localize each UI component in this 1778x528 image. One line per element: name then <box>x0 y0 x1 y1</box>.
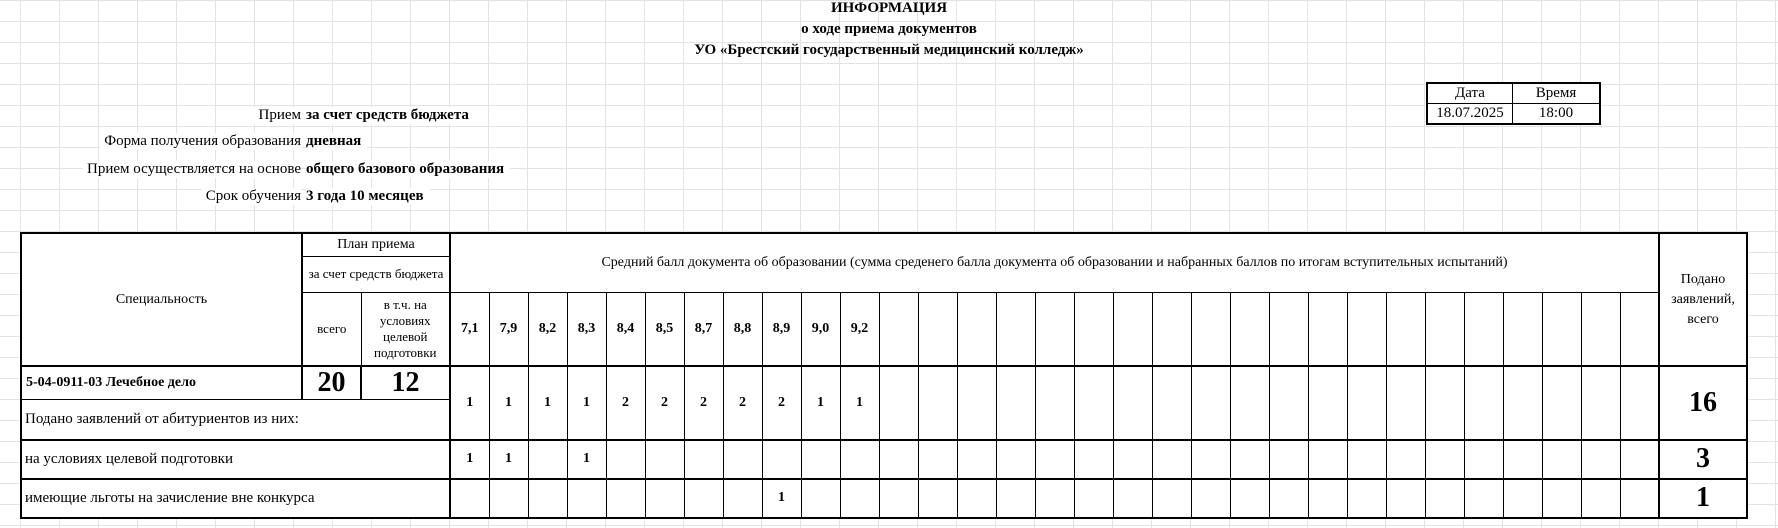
score-count-cell <box>1503 479 1542 518</box>
score-count-cell <box>1503 366 1542 440</box>
score-count-cell <box>1074 440 1113 479</box>
score-count-cell <box>1035 366 1074 440</box>
score-column-header <box>1347 292 1386 366</box>
score-count-cell <box>1542 479 1581 518</box>
score-count-cell <box>1113 479 1152 518</box>
score-count-cell <box>918 366 957 440</box>
info-label-admission: Прием <box>254 107 301 124</box>
score-count-cell <box>801 479 840 518</box>
score-count-cell <box>528 479 567 518</box>
date-label: Дата <box>1427 83 1513 104</box>
score-column-header <box>1386 292 1425 366</box>
score-count-cell <box>996 479 1035 518</box>
score-column-header <box>1074 292 1113 366</box>
score-count-cell <box>957 366 996 440</box>
score-count-cell <box>1347 479 1386 518</box>
score-column-header: 9,0 <box>801 292 840 366</box>
score-count-cell <box>567 479 606 518</box>
score-count-cell <box>606 440 645 479</box>
institution-name: УО «Брестский государственный медицинский колледж» <box>694 42 1084 58</box>
score-count-cell <box>489 479 528 518</box>
score-count-cell <box>1620 440 1659 479</box>
score-column-header <box>957 292 996 366</box>
submitted-total-cell: 16 <box>1659 366 1747 440</box>
score-count-cell <box>762 440 801 479</box>
score-count-cell <box>840 479 879 518</box>
score-count-cell <box>1503 440 1542 479</box>
plan-header: План приема <box>302 233 450 256</box>
score-column-header <box>879 292 918 366</box>
score-column-header: 8,2 <box>528 292 567 366</box>
date-value: 18.07.2025 <box>1427 104 1513 125</box>
score-count-cell <box>996 366 1035 440</box>
document-subtitle: о ходе приема документов <box>801 21 977 37</box>
score-count-cell <box>684 440 723 479</box>
score-count-cell <box>1464 366 1503 440</box>
score-count-cell <box>1620 366 1659 440</box>
submitted-total-cell: 1 <box>1659 479 1747 518</box>
row-label-privileged: имеющие льготы на зачисление вне конкурса <box>21 479 450 518</box>
score-count-cell <box>1191 366 1230 440</box>
score-column-header <box>1191 292 1230 366</box>
score-count-cell: 1 <box>489 440 528 479</box>
score-count-cell <box>1425 366 1464 440</box>
score-count-cell <box>1230 366 1269 440</box>
score-count-cell <box>879 440 918 479</box>
admission-table <box>20 232 1748 519</box>
submitted-total-cell: 3 <box>1659 440 1747 479</box>
score-count-cell <box>1581 366 1620 440</box>
score-column-header: 7,9 <box>489 292 528 366</box>
score-count-cell <box>1581 440 1620 479</box>
info-label-study-period: Срок обучения <box>202 188 301 205</box>
score-count-cell <box>1269 479 1308 518</box>
score-count-cell <box>1230 440 1269 479</box>
plan-targeted-header: в т.ч. на условиях целевой подготовки <box>361 292 450 366</box>
plan-targeted-value: 12 <box>361 366 450 400</box>
score-count-cell: 2 <box>684 366 723 440</box>
score-count-cell <box>957 479 996 518</box>
info-value-study-period: 3 года 10 месяцев <box>306 188 430 205</box>
score-column-header <box>996 292 1035 366</box>
score-count-cell <box>1035 479 1074 518</box>
info-label-education-form: Форма получения образования <box>100 133 301 150</box>
score-count-cell <box>879 366 918 440</box>
score-count-cell <box>918 440 957 479</box>
info-value-education-form: дневная <box>306 133 367 150</box>
score-column-header <box>1581 292 1620 366</box>
score-column-header <box>1035 292 1074 366</box>
score-column-header: 7,1 <box>450 292 489 366</box>
score-count-cell: 2 <box>645 366 684 440</box>
score-count-cell: 1 <box>528 366 567 440</box>
score-count-cell <box>684 479 723 518</box>
time-label: Время <box>1513 83 1601 104</box>
score-count-cell: 2 <box>606 366 645 440</box>
time-value: 18:00 <box>1513 104 1601 125</box>
info-value-admission-basis: общего базового образования <box>306 161 510 178</box>
plan-total-value: 20 <box>302 366 361 400</box>
score-count-cell <box>1347 440 1386 479</box>
row-label-targeted: на условиях целевой подготовки <box>21 440 450 479</box>
score-count-cell <box>1620 479 1659 518</box>
score-count-cell <box>1386 440 1425 479</box>
score-count-cell <box>1386 479 1425 518</box>
score-column-header <box>1425 292 1464 366</box>
score-count-cell: 2 <box>762 366 801 440</box>
score-count-cell: 1 <box>762 479 801 518</box>
score-count-cell: 1 <box>489 366 528 440</box>
score-column-header: 8,9 <box>762 292 801 366</box>
score-count-cell <box>1347 366 1386 440</box>
score-count-cell: 1 <box>567 440 606 479</box>
info-value-admission: за счет средств бюджета <box>306 107 475 124</box>
info-label-admission-basis: Прием осуществляется на основе <box>83 161 301 178</box>
score-count-cell: 1 <box>450 366 489 440</box>
score-count-cell <box>1269 440 1308 479</box>
avg-score-header: Средний балл документа об образовании (сумма среденего балла документа об образовании и набранных баллов по итогам вступительных испытаний) <box>450 233 1659 292</box>
score-column-header <box>1542 292 1581 366</box>
score-count-cell <box>1191 440 1230 479</box>
score-count-cell <box>1581 479 1620 518</box>
score-column-header <box>918 292 957 366</box>
datetime-box <box>1426 82 1601 125</box>
score-count-cell <box>1308 479 1347 518</box>
row-label-submitted: Подано заявлений от абитуриентов из них: <box>21 400 450 440</box>
score-count-cell <box>1308 440 1347 479</box>
score-count-cell <box>840 440 879 479</box>
score-column-header: 8,3 <box>567 292 606 366</box>
score-count-cell <box>1113 366 1152 440</box>
score-column-header: 8,4 <box>606 292 645 366</box>
score-count-cell <box>1308 366 1347 440</box>
score-count-cell <box>1425 479 1464 518</box>
score-count-cell: 2 <box>723 366 762 440</box>
score-count-cell <box>1152 440 1191 479</box>
score-column-header <box>1152 292 1191 366</box>
score-count-cell <box>645 440 684 479</box>
document-title: ИНФОРМАЦИЯ <box>830 0 948 16</box>
score-count-cell <box>1269 366 1308 440</box>
score-column-header <box>1308 292 1347 366</box>
submitted-total-header: Подано заявлений, всего <box>1659 233 1747 366</box>
score-count-cell <box>1035 440 1074 479</box>
score-column-header <box>1620 292 1659 366</box>
score-count-cell <box>1386 366 1425 440</box>
score-column-header <box>1113 292 1152 366</box>
score-count-cell: 1 <box>840 366 879 440</box>
score-column-header: 8,8 <box>723 292 762 366</box>
score-count-cell <box>1542 366 1581 440</box>
score-column-header: 8,7 <box>684 292 723 366</box>
score-count-cell <box>957 440 996 479</box>
score-column-header <box>1503 292 1542 366</box>
score-column-header: 8,5 <box>645 292 684 366</box>
score-count-cell <box>1074 479 1113 518</box>
score-count-cell <box>1464 440 1503 479</box>
score-column-header <box>1230 292 1269 366</box>
score-count-cell <box>1191 479 1230 518</box>
score-count-cell <box>1230 479 1269 518</box>
plan-subheader: за счет средств бюджета <box>302 256 450 292</box>
score-count-cell <box>606 479 645 518</box>
score-count-cell: 1 <box>450 440 489 479</box>
score-count-cell <box>918 479 957 518</box>
score-count-cell <box>1464 479 1503 518</box>
score-count-cell: 1 <box>801 366 840 440</box>
plan-total-header: всего <box>302 292 361 366</box>
score-count-cell <box>1152 479 1191 518</box>
score-column-header <box>1464 292 1503 366</box>
score-count-cell <box>450 479 489 518</box>
score-count-cell <box>645 479 684 518</box>
score-count-cell <box>1425 440 1464 479</box>
score-count-cell <box>723 440 762 479</box>
score-count-cell: 1 <box>567 366 606 440</box>
score-count-cell <box>801 440 840 479</box>
score-count-cell <box>528 440 567 479</box>
score-column-header <box>1269 292 1308 366</box>
score-count-cell <box>1074 366 1113 440</box>
score-count-cell <box>1152 366 1191 440</box>
score-count-cell <box>996 440 1035 479</box>
score-count-cell <box>723 479 762 518</box>
score-count-cell <box>879 479 918 518</box>
score-count-cell <box>1113 440 1152 479</box>
score-column-header: 9,2 <box>840 292 879 366</box>
specialty-name: 5-04-0911-03 Лечебное дело <box>21 366 302 400</box>
score-count-cell <box>1542 440 1581 479</box>
specialty-header: Специальность <box>21 233 302 366</box>
